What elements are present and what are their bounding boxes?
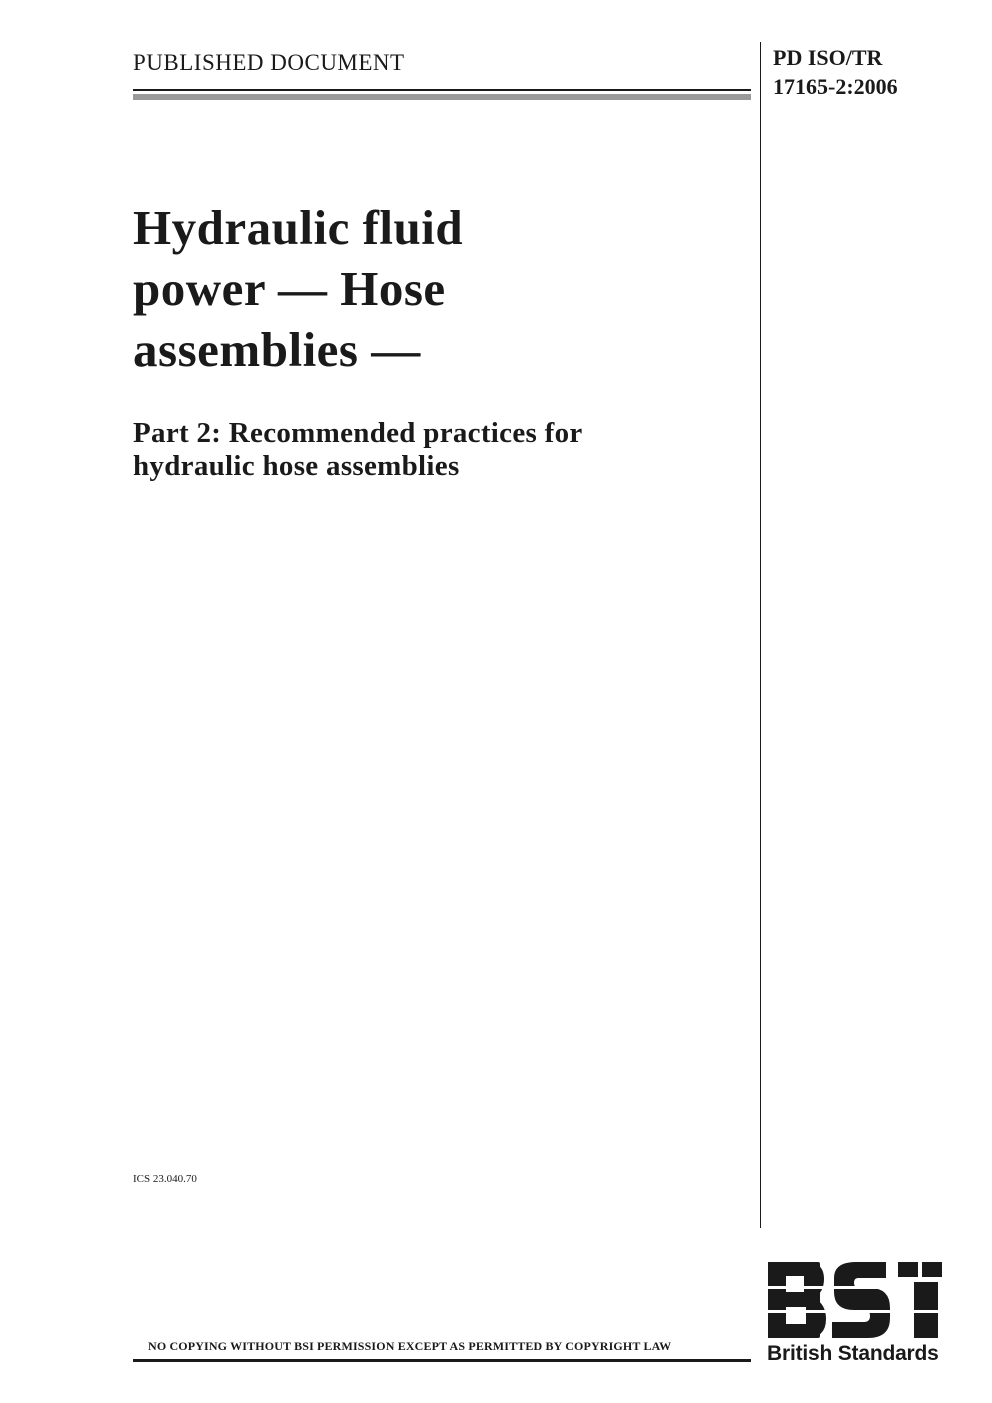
title-line1: Hydraulic fluid [133, 200, 464, 255]
bsi-logo-mark [766, 1262, 946, 1340]
title-line2: power — Hose [133, 261, 446, 316]
subtitle-line1: Part 2: Recommended practices for [133, 417, 583, 449]
header-rule-thin [133, 89, 751, 91]
document-reference-line1: PD ISO/TR [773, 45, 883, 70]
document-reference [773, 43, 898, 101]
document-subtitle [133, 417, 733, 483]
title-line3: assemblies — [133, 322, 421, 377]
bsi-logo-text: British Standards [767, 1342, 939, 1365]
document-reference-line2: 17165-2:2006 [773, 74, 898, 99]
footer-rule [133, 1359, 751, 1362]
subtitle-line2: hydraulic hose assemblies [133, 450, 460, 482]
vertical-divider [760, 42, 761, 1228]
ics-code: ICS 23.040.70 [133, 1173, 197, 1185]
header-rule-thick [133, 94, 751, 100]
document-type-label: PUBLISHED DOCUMENT [133, 50, 405, 75]
copyright-notice: NO COPYING WITHOUT BSI PERMISSION EXCEPT AS PERMITTED BY COPYRIGHT LAW [148, 1339, 672, 1353]
document-title [133, 197, 733, 380]
